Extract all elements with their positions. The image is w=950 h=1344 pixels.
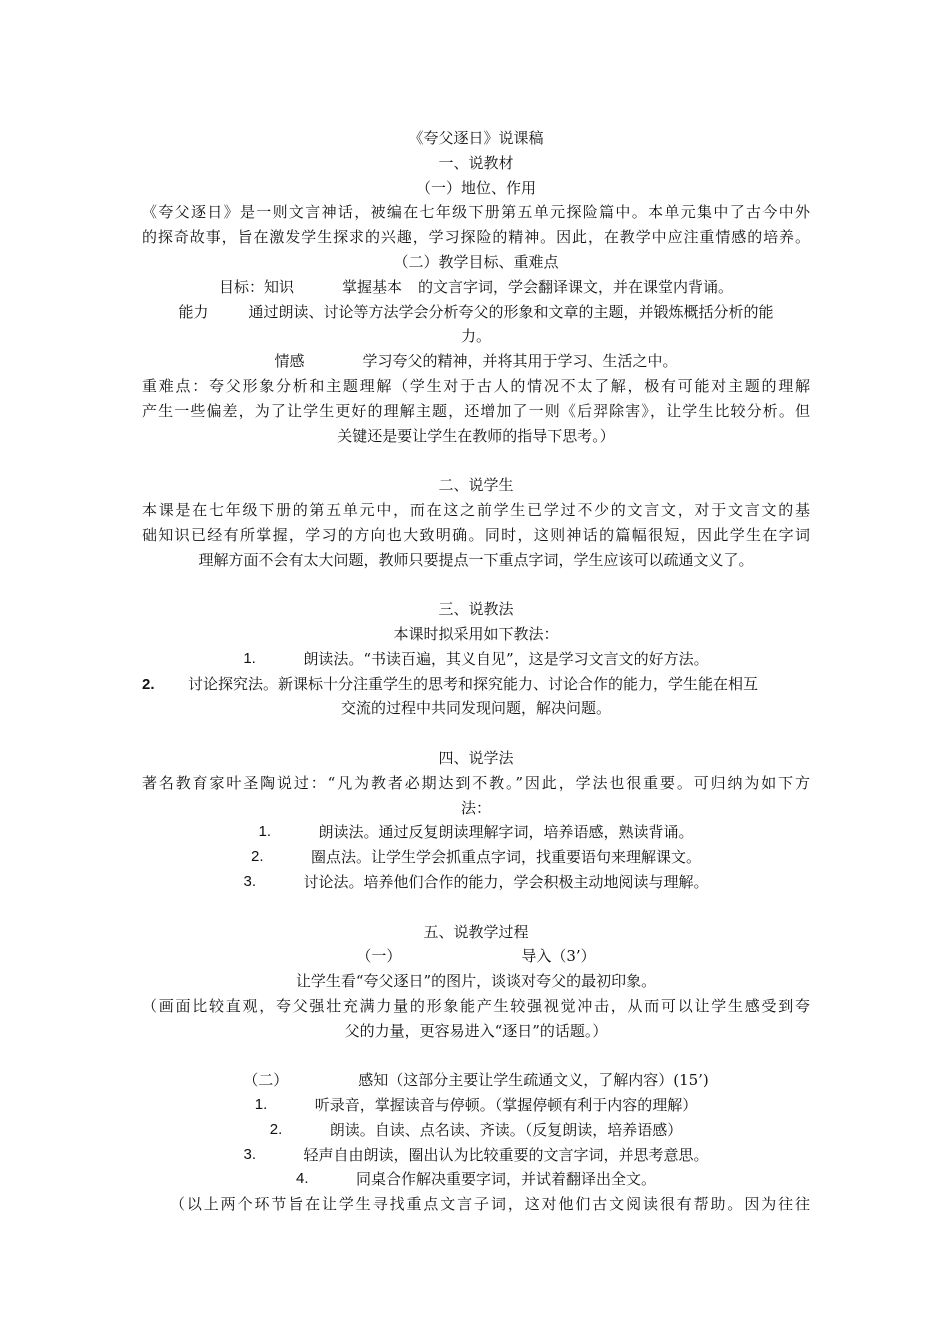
- paragraph-line: 《夸父逐日》是一则文言神话，被编在七年级下册第五单元探险篇中。本单元集中了古今中外: [142, 203, 810, 222]
- section-2-heading: 二、说学生: [438, 476, 514, 495]
- goal-knowledge: [142, 275, 810, 300]
- goal-ability-cont: 力。: [460, 327, 491, 346]
- section-1-sub-2: （二）教学目标、重难点: [393, 252, 559, 271]
- section-1-sub-1: （一）地位、作用: [415, 178, 536, 197]
- step-text: 轻声自由朗读，圈出认为比较重要的文言字词，并思考意思。: [303, 1145, 709, 1164]
- section-3-heading: 三、说教法: [438, 600, 514, 619]
- section-4-intro-cont: 法：: [460, 798, 491, 817]
- step-text: 同桌合作解决重要字词，并试着翻译出全文。: [355, 1170, 656, 1189]
- step-number: 1.: [254, 1096, 268, 1114]
- method-item-cont: 交流的过程中共同发现问题，解决问题。: [340, 699, 611, 718]
- section-5-sub-1: [142, 944, 810, 969]
- method-item: [142, 647, 810, 672]
- goal-label: 目标：知识: [218, 277, 294, 296]
- sub-title: 感知（这部分主要让学生疏通文义，了解内容）(15’): [358, 1071, 709, 1090]
- goal-ability: [142, 300, 810, 325]
- note-line: （以上两个环节旨在让学生寻找重点文言子词，这对他们古文阅读很有帮助。因为往往: [170, 1195, 810, 1214]
- note-line: （画面比较直观，夸父强壮充满力量的形象能产生较强视觉冲击，从而可以让学生感受到夸: [142, 996, 810, 1015]
- paragraph-line: 础知识已经有所掌握，学习的方向也大致明确。同时，这则神话的篇幅很短，因此学生在字词: [142, 525, 810, 544]
- study-text: 圈点法。让学生学会抓重点字词，找重要语句来理解课文。: [310, 848, 701, 867]
- paragraph-line: 的探奇故事，旨在激发学生探求的兴趣，学习探险的精神。因此，在教学中应注重情感的培养。: [142, 228, 810, 247]
- method-item: [142, 672, 810, 697]
- key-line: 关键还是要让学生在教师的指导下思考。）: [337, 426, 615, 445]
- section-3-intro: 本课时拟采用如下教法：: [393, 624, 559, 643]
- study-number: 1.: [258, 823, 271, 841]
- key-line: 重难点：夸父形象分析和主题理解（学生对于古人的情况不太了解，极有可能对主题的理解: [142, 376, 810, 395]
- section-4-intro: 著名教育家叶圣陶说过：“凡为教者必期达到不教。”因此，学法也很重要。可归纳为如下方: [142, 773, 810, 792]
- method-text: 朗读法。“书读百遍，其义自见”，这是学习文言文的好方法。: [303, 649, 709, 668]
- study-item: [142, 820, 810, 845]
- step-item: [142, 1118, 810, 1143]
- sub-title: 导入（3’）: [521, 947, 596, 966]
- step-item: [142, 1143, 810, 1168]
- emotion-text: 学习夸父的精神，并将其用于学习、生活之中。: [362, 352, 678, 371]
- step-text: 听录音，掌握读音与停顿。（掌握停顿有利于内容的理解）: [314, 1096, 698, 1115]
- section-1-heading: 一、说教材: [438, 153, 514, 172]
- section-5-sub-2: [142, 1068, 810, 1093]
- step-item: [142, 1167, 810, 1192]
- document-title: 《夸父逐日》说课稿: [408, 129, 544, 147]
- method-number: 1.: [243, 649, 256, 667]
- note-line: 父的力量，更容易进入“逐日”的话题。）: [344, 1021, 608, 1040]
- emotion-label: 情感: [274, 352, 305, 371]
- paragraph-line: 让学生看“夸父逐日”的图片，谈谈对夸父的最初印象。: [295, 972, 657, 991]
- step-number: 3.: [243, 1145, 256, 1163]
- method-text: 讨论探究法。新课标十分注重学生的思考和探究能力、讨论合作的能力，学生能在相互: [188, 674, 759, 693]
- method-number: 2.: [142, 675, 155, 693]
- goal-emotion: [142, 349, 810, 374]
- goal-text-a: 掌握基本: [341, 277, 402, 296]
- sub-number: （二）: [243, 1071, 289, 1090]
- step-item: [142, 1093, 810, 1118]
- study-item: [142, 845, 810, 870]
- section-4-heading: 四、说学法: [438, 748, 514, 767]
- ability-label: 能力: [178, 302, 209, 321]
- ability-text: 通过朗读、讨论等方法学会分析夸父的形象和文章的主题，并锻炼概括分析的能: [248, 302, 774, 321]
- step-text: 朗读。自读、点名读、齐读。（反复朗读，培养语感）: [329, 1120, 683, 1139]
- sub-number: （一）: [356, 947, 402, 966]
- goal-text-b: 的文言字词，学会翻译课文，并在课堂内背诵。: [418, 277, 734, 296]
- study-item: [142, 870, 810, 895]
- study-number: 3.: [243, 872, 256, 890]
- section-5-heading: 五、说教学过程: [423, 922, 529, 941]
- paragraph-line: 本课是在七年级下册的第五单元中，而在这之前学生已学过不少的文言文，对于文言文的基: [142, 500, 810, 519]
- study-text: 讨论法。培养他们合作的能力，学会积极主动地阅读与理解。: [303, 872, 709, 891]
- study-number: 2.: [250, 848, 264, 866]
- paragraph-line: 理解方面不会有太大问题，教师只要提点一下重点字词，学生应该可以疏通文义了。: [198, 550, 754, 569]
- document-body: [142, 126, 810, 1217]
- step-number: 4.: [295, 1170, 309, 1188]
- study-text: 朗读法。通过反复朗读理解字词，培养语感，熟读背诵。: [318, 823, 694, 842]
- key-line: 产生一些偏差，为了让学生更好的理解主题，还增加了一则《后羿除害》，让学生比较分析。但: [142, 401, 810, 420]
- step-number: 2.: [269, 1120, 283, 1138]
